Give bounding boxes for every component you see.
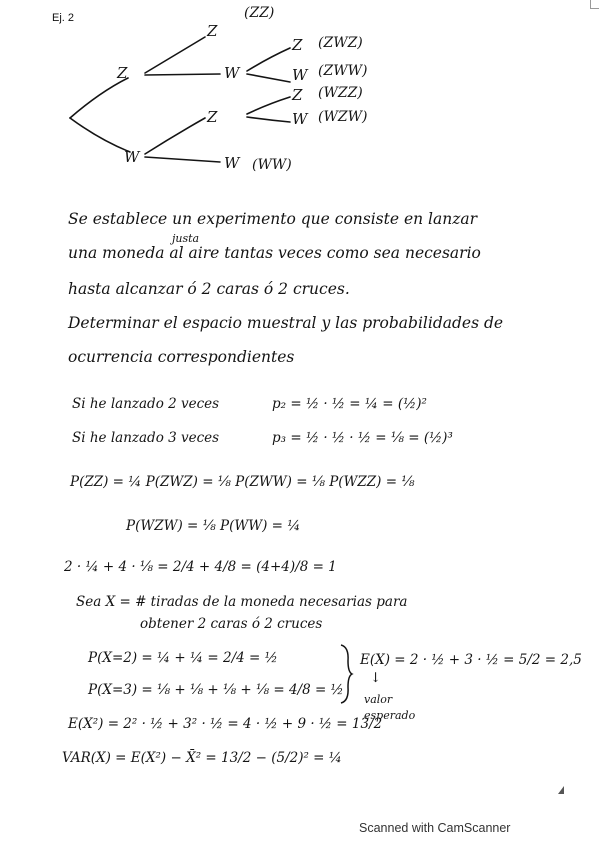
- problem-insert-justa: justa: [172, 232, 200, 245]
- tree-label-wzw: (WZW): [318, 109, 368, 125]
- definition-line-1: Sea X = # tiradas de la moneda necesarias para: [76, 594, 408, 610]
- branch-z-z: [145, 37, 205, 73]
- scanner-watermark: Scanned with CamScanner: [359, 821, 511, 835]
- branch-wz-w: [247, 117, 290, 122]
- branch-wz-z: [247, 97, 290, 114]
- tree-node-wzw: W: [292, 110, 308, 128]
- branch-root-z: [70, 78, 128, 118]
- problem-line-3: hasta alcanzar ó 2 caras ó 2 cruces.: [68, 280, 350, 298]
- tree-node-root-z: Z: [117, 64, 128, 82]
- problem-line-4: Determinar el espacio muestral y las probabilidades de: [68, 314, 504, 332]
- branch-root-w: [70, 118, 130, 152]
- brace-right: [338, 643, 354, 705]
- tree-node-ww: W: [224, 154, 240, 172]
- problem-line-2: una moneda al aire tantas veces como sea necesario: [68, 244, 481, 262]
- branch-z-w: [145, 74, 220, 75]
- expected-value: E(X) = 2 · ½ + 3 · ½ = 5/2 = 2,5: [360, 652, 582, 668]
- tree-node-wz: Z: [207, 108, 218, 126]
- branch-w-w: [145, 157, 220, 162]
- prob-x-equals-2: P(X=2) = ¼ + ¼ = 2/4 = ½: [88, 650, 278, 666]
- tree-node-zwz: Z: [292, 36, 303, 54]
- tree-node-zww: W: [292, 66, 308, 84]
- branch-zw-z: [247, 48, 290, 71]
- work-two-throws-text: Si he lanzado 2 veces: [72, 396, 220, 412]
- prob-x-equals-3: P(X=3) = ⅛ + ⅛ + ⅛ + ⅛ = 4/8 = ½: [88, 682, 344, 698]
- sum-check-line: 2 · ¼ + 4 · ⅛ = 2/4 + 4/8 = (4+4)/8 = 1: [64, 559, 337, 575]
- scan-corner-mark: [558, 786, 564, 794]
- tree-node-zw: W: [224, 64, 240, 82]
- valor-label: valor: [364, 693, 393, 706]
- branch-zw-w: [247, 74, 290, 82]
- tree-node-wzz: Z: [292, 86, 303, 104]
- tree-node-root-w: W: [124, 148, 140, 166]
- expected-x-squared: E(X²) = 2² · ½ + 3² · ½ = 4 · ½ + 9 · ½ = 13/2: [68, 716, 383, 732]
- definition-line-2: obtener 2 caras ó 2 cruces: [140, 616, 323, 632]
- work-two-throws-math: p₂ = ½ · ½ = ¼ = (½)²: [272, 396, 427, 412]
- esperado-label: esperado: [364, 709, 416, 722]
- work-three-throws-math: p₃ = ½ · ½ · ½ = ⅛ = (½)³: [272, 430, 453, 446]
- exercise-label: Ej. 2: [52, 12, 75, 24]
- tree-node-z-top: Z: [207, 22, 218, 40]
- tree-label-ww: (WW): [252, 157, 292, 173]
- tree-label-zwz: (ZWZ): [318, 35, 363, 51]
- tree-label-zww: (ZWW): [318, 63, 368, 79]
- problem-line-5: ocurrencia correspondientes: [68, 348, 295, 366]
- tree-label-wzz: (WZZ): [318, 85, 363, 101]
- arrow-down-icon: ↓: [370, 670, 382, 686]
- problem-line-1: Se establece un experimento que consiste en lanzar: [68, 210, 478, 228]
- probabilities-row-1: P(ZZ) = ¼ P(ZWZ) = ⅛ P(ZWW) = ⅛ P(WZZ) = ⅛: [70, 474, 415, 490]
- tree-label-zz: (ZZ): [244, 5, 275, 21]
- probabilities-row-2: P(WZW) = ⅛ P(WW) = ¼: [126, 518, 301, 534]
- branch-w-z: [145, 118, 205, 154]
- work-three-throws-text: Si he lanzado 3 veces: [72, 430, 220, 446]
- variance-line: VAR(X) = E(X²) − X̄² = 13/2 − (5/2)² = ¼: [62, 750, 342, 766]
